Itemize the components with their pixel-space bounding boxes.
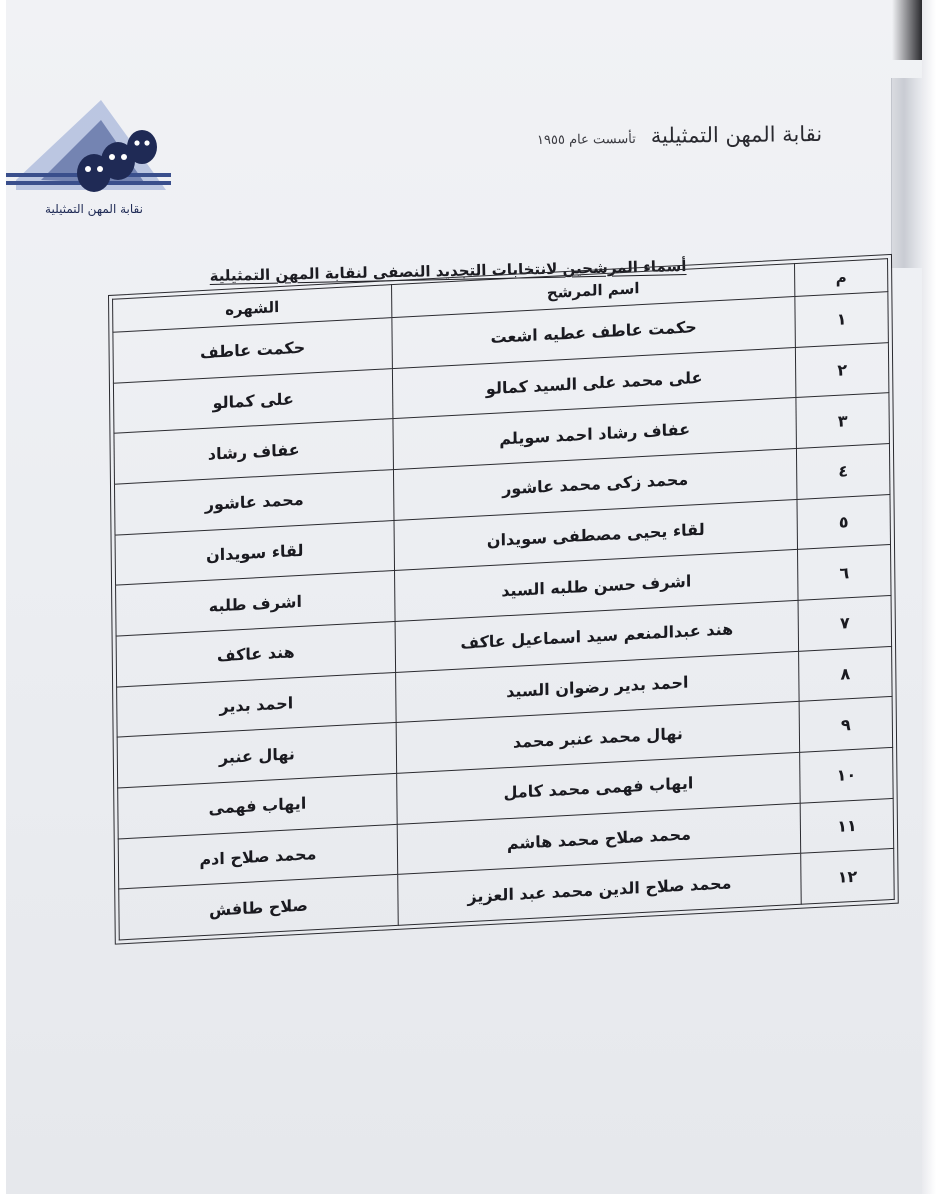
header-num: م bbox=[795, 259, 888, 297]
known-as: لقاء سويدان bbox=[115, 520, 395, 585]
row-number: ١٠ bbox=[800, 747, 894, 803]
binder-clip bbox=[891, 78, 922, 268]
candidate-name: اشرف حسن طلبه السيد bbox=[395, 550, 799, 622]
known-as: احمد بدير bbox=[117, 672, 397, 737]
row-number: ٨ bbox=[799, 646, 893, 702]
candidate-name: حكمت عاطف عطيه اشعت bbox=[392, 297, 796, 369]
known-as: ايهاب فهمى bbox=[118, 773, 398, 838]
known-as: حكمت عاطف bbox=[113, 318, 393, 383]
row-number: ١١ bbox=[800, 798, 894, 854]
document-title: أسماء المرشحين لانتخابات التجديد النصفى لنقابة المهن التمثيلية bbox=[209, 257, 687, 285]
founded-year: تأسست عام ١٩٥٥ bbox=[536, 131, 636, 148]
candidate-name: محمد زكى محمد عاشور bbox=[393, 448, 797, 520]
row-number: ٦ bbox=[798, 545, 892, 601]
theatre-masks-icon bbox=[6, 95, 176, 220]
table bbox=[112, 258, 895, 940]
known-as: نهال عنبر bbox=[117, 723, 397, 788]
syndicate-logo bbox=[6, 95, 176, 220]
candidate-name: على محمد على السيد كمالو bbox=[392, 347, 796, 419]
known-as: صلاح طافش bbox=[119, 875, 399, 940]
row-number: ١٢ bbox=[801, 849, 895, 905]
header-candidate: اسم المرشح bbox=[392, 264, 795, 318]
row-number: ١ bbox=[795, 292, 889, 348]
row-number: ٩ bbox=[799, 697, 893, 753]
row-number: ٥ bbox=[797, 494, 891, 550]
candidate-name: عفاف رشاد احمد سويلم bbox=[393, 398, 797, 470]
syndicate-name: نقابة المهن التمثيلية bbox=[650, 122, 823, 148]
known-as: اشرف طلبه bbox=[116, 571, 396, 636]
candidate-name: نهال محمد عنبر محمد bbox=[396, 702, 800, 774]
row-number: ٢ bbox=[795, 342, 889, 398]
known-as: عفاف رشاد bbox=[114, 419, 394, 484]
candidate-name: محمد صلاح الدين محمد عبد العزيز bbox=[398, 853, 802, 925]
header-known-as: الشهره bbox=[113, 285, 392, 333]
row-number: ٤ bbox=[796, 444, 890, 500]
candidates-table bbox=[108, 254, 899, 945]
letterhead bbox=[470, 122, 822, 160]
known-as: محمد صلاح ادم bbox=[118, 824, 398, 889]
candidate-name: لقاء يحيى مصطفى سويدان bbox=[394, 499, 798, 571]
table-frame bbox=[108, 254, 899, 945]
shadow-corner bbox=[892, 0, 922, 60]
known-as: هند عاكف bbox=[116, 621, 396, 686]
page-edge bbox=[922, 0, 936, 1194]
row-number: ٣ bbox=[796, 393, 890, 449]
candidate-name: هند عبدالمنعم سيد اسماعيل عاكف bbox=[395, 600, 799, 672]
candidate-name: محمد صلاح محمد هاشم bbox=[397, 803, 801, 875]
known-as: على كمالو bbox=[113, 368, 393, 433]
row-number: ٧ bbox=[798, 595, 892, 651]
candidate-name: احمد بدير رضوان السيد bbox=[396, 651, 800, 723]
known-as: محمد عاشور bbox=[114, 470, 394, 535]
candidate-name: ايهاب فهمى محمد كامل bbox=[397, 752, 801, 824]
logo-caption: نقابة المهن التمثيلية bbox=[45, 202, 143, 216]
